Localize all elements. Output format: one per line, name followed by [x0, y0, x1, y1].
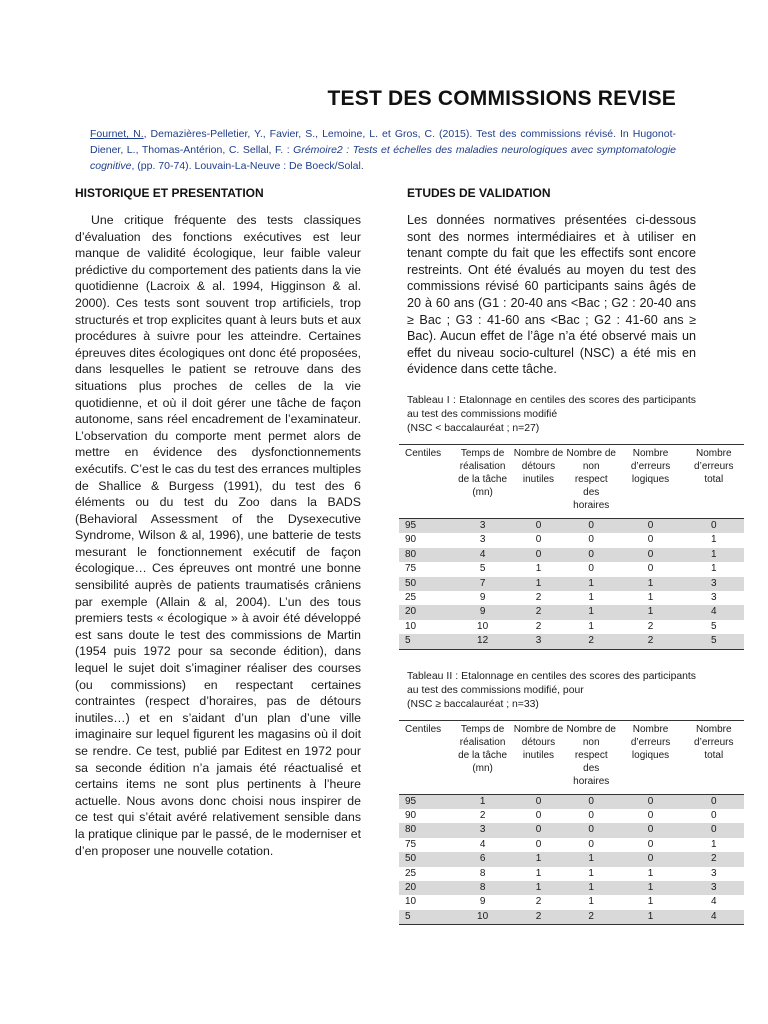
- table-cell: 2: [565, 634, 618, 649]
- table-cell: 8: [453, 881, 512, 895]
- reference-publisher: , (pp. 70-74). Louvain-La-Neuve : De Boeck/Solal.: [131, 160, 364, 172]
- table-cell: 2: [565, 910, 618, 925]
- table-cell: 2: [618, 634, 684, 649]
- table-cell: 2: [535, 620, 542, 632]
- table-cell: 3: [684, 881, 744, 895]
- table-cell: 0: [647, 810, 654, 821]
- table-cell: 0: [710, 810, 717, 821]
- table1-header-row: [399, 444, 744, 518]
- table-row: [399, 591, 744, 605]
- table-cell: 2: [647, 620, 654, 632]
- centile-cell: 95: [399, 518, 453, 533]
- reference-authors: , Demazières-Pelletier, Y., Favier, S., Lemoine, L. et Gros, C. (2015). Test des commissions révisé. In Hugonot-Diener, L., Thomas-Antérion, C. Sellal, F. :: [90, 128, 676, 156]
- table-cell: 7: [453, 577, 512, 591]
- table-row: [399, 852, 744, 866]
- table-cell: 3: [684, 577, 744, 591]
- table1-caption-line1: Tableau I : Etalonnage en centiles des scores des participants au test des commissions modifié: [407, 394, 696, 420]
- table-cell: 8: [479, 867, 486, 879]
- table-cell: 0: [512, 823, 565, 837]
- table-cell: 10: [453, 910, 512, 925]
- table-cell: 1: [710, 563, 717, 575]
- author-link[interactable]: Fournet, N.: [90, 128, 144, 140]
- historique-text: Une critique fréquente des tests classiques d’évaluation des fonctions exécutives est leur manque de validité écologique, leur faible valeur prédictive du comportement des patients dans la vie quotidienne (Lacroix & al. 1994, Higginson & al. 2000). Ces tests sont souvent trop artificiels, trop structurés et trop explicites quant à leurs buts et aux procédures à suivre pour les atteindre. Certaines épreuves dites écologiques ont donc été proposées, dans lesquelles le patient se retrouve dans des situations plus proches de celles de la vie quotidienne, et où il doit gérer une tâche de façon autonome, sans réel encadrement de l’examinateur. L’observation du comporte ment permet alors de mettre en évidence des dysfonctionnements exécutifs. C’est le cas du test des errances multiples de Shallice & Burgess (1991), du test des 6 éléments ou du test du Zoo dans la BADS (Behavioral Assessment of the Dysexecutive Syndrome, Wilson & al, 1996), une batterie de tests mesurant le fonctionnement exécutif de façon écologique… Ces épreuves ont montré une bonne sensibilité auprès de patients traumatisés crâniens par exemple (Allain & al, 2004). L’un des tous premiers tests « écologique » à avoir été développé est sans doute le test des commissions de Martin (1954 puis 1972 pour sa seconde édition), dans lequel le sujet doit s’imaginer réaliser des courses (ou commissions) en respectant certaines contraintes (respect d’horaires, pas de détours inutiles…) et en s’aidant d’un plan d’une ville imaginaire sur lequel figurent les magasins où il doit se rendre. Ce test, publié par Editest en 1972 pour sa seconde édition n’a jamais été réactualisé et certains items ne sont plus pertinents à l’heure actuelle. Nous avons donc choisi nous inspirer de ce test qui s’était avéré relativement sensible dans la pratique clinique par le passé, de le moderniser et d’en proposer une nouvelle cotation.: [75, 213, 361, 858]
- table-row: [399, 838, 744, 852]
- table-cell: 4: [479, 838, 486, 850]
- table-cell: 0: [588, 838, 594, 850]
- table-cell: 3: [710, 591, 717, 603]
- table-row: [399, 620, 744, 634]
- table1-header: Nombre d’erreurs total: [684, 444, 744, 518]
- table2-body: [399, 794, 744, 925]
- table-row: [399, 548, 744, 562]
- centile-cell: 5: [399, 910, 453, 925]
- table-cell: 1: [512, 852, 565, 866]
- centile-cell: 25: [405, 591, 417, 603]
- table-cell: 3: [512, 634, 565, 649]
- table-cell: 0: [565, 823, 618, 837]
- table-cell: 0: [618, 794, 684, 809]
- table2-header: Nombre de détours inutiles: [512, 720, 565, 794]
- centile-cell: 80: [399, 823, 453, 837]
- table-cell: 0: [618, 852, 684, 866]
- table-cell: 0: [535, 534, 542, 546]
- table-cell: 1: [618, 881, 684, 895]
- table-cell: 1: [565, 881, 618, 895]
- table-cell: 1: [588, 620, 594, 632]
- table-row: [399, 605, 744, 619]
- table-cell: 9: [479, 896, 486, 908]
- table-cell: 1: [565, 577, 618, 591]
- table-cell: 1: [565, 852, 618, 866]
- table-cell: 4: [710, 896, 717, 908]
- section-heading-historique: HISTORIQUE ET PRESENTATION: [75, 186, 264, 200]
- table-cell: 2: [512, 605, 565, 619]
- table1-header: Temps de réalisation de la tâche (mn): [453, 444, 512, 518]
- table-cell: 3: [479, 534, 486, 546]
- table-cell: 1: [565, 605, 618, 619]
- table-row: [399, 634, 744, 649]
- table-row: [399, 562, 744, 576]
- table-cell: 2: [535, 896, 542, 908]
- table-cell: 0: [647, 563, 654, 575]
- table1-header: Nombre de non respect des horaires: [565, 444, 618, 518]
- table2-header: Nombre de non respect des horaires: [565, 720, 618, 794]
- table-cell: 1: [588, 591, 594, 603]
- table2-header: Centiles: [399, 720, 453, 794]
- table-cell: 0: [512, 518, 565, 533]
- table2-header-row: [399, 720, 744, 794]
- table-cell: 0: [588, 534, 594, 546]
- centile-cell: 50: [399, 577, 453, 591]
- page-title: TEST DES COMMISSIONS REVISE: [327, 87, 676, 110]
- table-cell: 0: [684, 518, 744, 533]
- table-cell: 1: [535, 867, 542, 879]
- table1-header: Nombre d’erreurs logiques: [618, 444, 684, 518]
- table-cell: 3: [453, 823, 512, 837]
- table-cell: 1: [588, 867, 594, 879]
- centile-cell: 20: [399, 605, 453, 619]
- centile-cell: 25: [405, 867, 417, 879]
- validation-text: Les données normatives présentées ci-dessous sont des normes intermédiaires et à utiliser en tenant compte du fait que les effectifs sont encore restreints. Ont été évalués au moyen du test des commissions révisé 60 participants sains âgés de 20 à 60 ans (G1 : 20-40 ans <Bac ; G2 : 20-40 ans ≥ Bac ; G3 : 41-60 ans <Bac ; G2 : 41-60 ans ≥ Bac). Aucun effet de l’âge n’a été observé mais un effet du niveau socio-culturel (NSC) a été mis en évidence dans cette tâche.: [407, 213, 696, 377]
- table-cell: 2: [479, 810, 486, 821]
- table-cell: 3: [453, 518, 512, 533]
- table-cell: 0: [535, 838, 542, 850]
- table-cell: 1: [588, 896, 594, 908]
- table-row: [399, 910, 744, 925]
- table-cell: 5: [684, 634, 744, 649]
- table-row: [399, 895, 744, 909]
- table-cell: 0: [618, 823, 684, 837]
- centile-cell: 5: [399, 634, 453, 649]
- table-cell: 0: [565, 518, 618, 533]
- centile-cell: 10: [405, 620, 417, 632]
- table2-caption-line2: (NSC ≥ baccalauréat ; n=33): [407, 698, 539, 710]
- table-row: [399, 867, 744, 881]
- table-row: [399, 809, 744, 823]
- table-cell: 0: [565, 794, 618, 809]
- table-row: [399, 577, 744, 591]
- table-cell: 12: [453, 634, 512, 649]
- table-cell: 1: [512, 577, 565, 591]
- centile-cell: 95: [399, 794, 453, 809]
- table1-caption: [407, 394, 696, 436]
- table-cell: 0: [588, 810, 594, 821]
- centile-cell: 50: [399, 852, 453, 866]
- table-cell: 1: [647, 591, 654, 603]
- table-cell: 1: [512, 881, 565, 895]
- table-cell: 1: [618, 577, 684, 591]
- table-cell: 1: [684, 548, 744, 562]
- left-column: [75, 186, 361, 859]
- table-cell: 4: [684, 910, 744, 925]
- table-cell: 0: [512, 548, 565, 562]
- table2: [399, 720, 744, 926]
- table2-caption-line1: Tableau II : Etalonnage en centiles des scores des participants au test des commissions modifié, pour: [407, 670, 696, 696]
- table1: [399, 444, 744, 650]
- centile-cell: 10: [405, 896, 417, 908]
- table2-header: Temps de réalisation de la tâche (mn): [453, 720, 512, 794]
- table-row: [399, 794, 744, 809]
- table-row: [399, 823, 744, 837]
- centile-cell: 90: [405, 534, 417, 546]
- table-cell: 0: [618, 548, 684, 562]
- table-cell: 1: [618, 910, 684, 925]
- table-cell: 3: [710, 867, 717, 879]
- table-cell: 0: [535, 810, 542, 821]
- table-cell: 0: [618, 518, 684, 533]
- section-heading-validation: ETUDES DE VALIDATION: [407, 186, 551, 200]
- table-cell: 0: [565, 548, 618, 562]
- centile-cell: 20: [399, 881, 453, 895]
- table1-body: [399, 518, 744, 649]
- table1-header: Nombre de détours inutiles: [512, 444, 565, 518]
- table-cell: 4: [453, 548, 512, 562]
- table-cell: 0: [684, 794, 744, 809]
- table-cell: 1: [647, 896, 654, 908]
- table2-header: Nombre d’erreurs logiques: [618, 720, 684, 794]
- right-column: [405, 186, 734, 925]
- table-row: [399, 881, 744, 895]
- table1-header: Centiles: [399, 444, 453, 518]
- centile-cell: 80: [399, 548, 453, 562]
- table-cell: 1: [710, 838, 717, 850]
- table-cell: 0: [647, 534, 654, 546]
- table-cell: 0: [512, 794, 565, 809]
- table-cell: 4: [684, 605, 744, 619]
- table-cell: 0: [684, 823, 744, 837]
- table-cell: 5: [479, 563, 486, 575]
- table-cell: 1: [535, 563, 542, 575]
- reference-book-title: Grémoire2 : Tests et échelles des maladies neurologiques avec symptomatologie cognitive: [90, 144, 676, 172]
- table-cell: 9: [479, 591, 486, 603]
- table-cell: 10: [477, 620, 489, 632]
- centile-cell: 75: [405, 563, 417, 575]
- table1-caption-line2: (NSC < baccalauréat ; n=27): [407, 422, 540, 434]
- table-cell: 2: [535, 591, 542, 603]
- table2-header: Nombre d’erreurs total: [684, 720, 744, 794]
- table-cell: 5: [710, 620, 717, 632]
- table-cell: 2: [684, 852, 744, 866]
- table-cell: 2: [512, 910, 565, 925]
- table-cell: 9: [453, 605, 512, 619]
- table-cell: 1: [453, 794, 512, 809]
- reference-citation: [90, 126, 676, 174]
- table-cell: 0: [647, 838, 654, 850]
- table-cell: 1: [710, 534, 717, 546]
- table-row: [399, 518, 744, 533]
- table2-caption: [407, 670, 696, 712]
- centile-cell: 90: [405, 810, 417, 821]
- centile-cell: 75: [405, 838, 417, 850]
- table-row: [399, 533, 744, 547]
- table-cell: 1: [618, 605, 684, 619]
- table-cell: 0: [588, 563, 594, 575]
- table-cell: 1: [647, 867, 654, 879]
- table-cell: 6: [453, 852, 512, 866]
